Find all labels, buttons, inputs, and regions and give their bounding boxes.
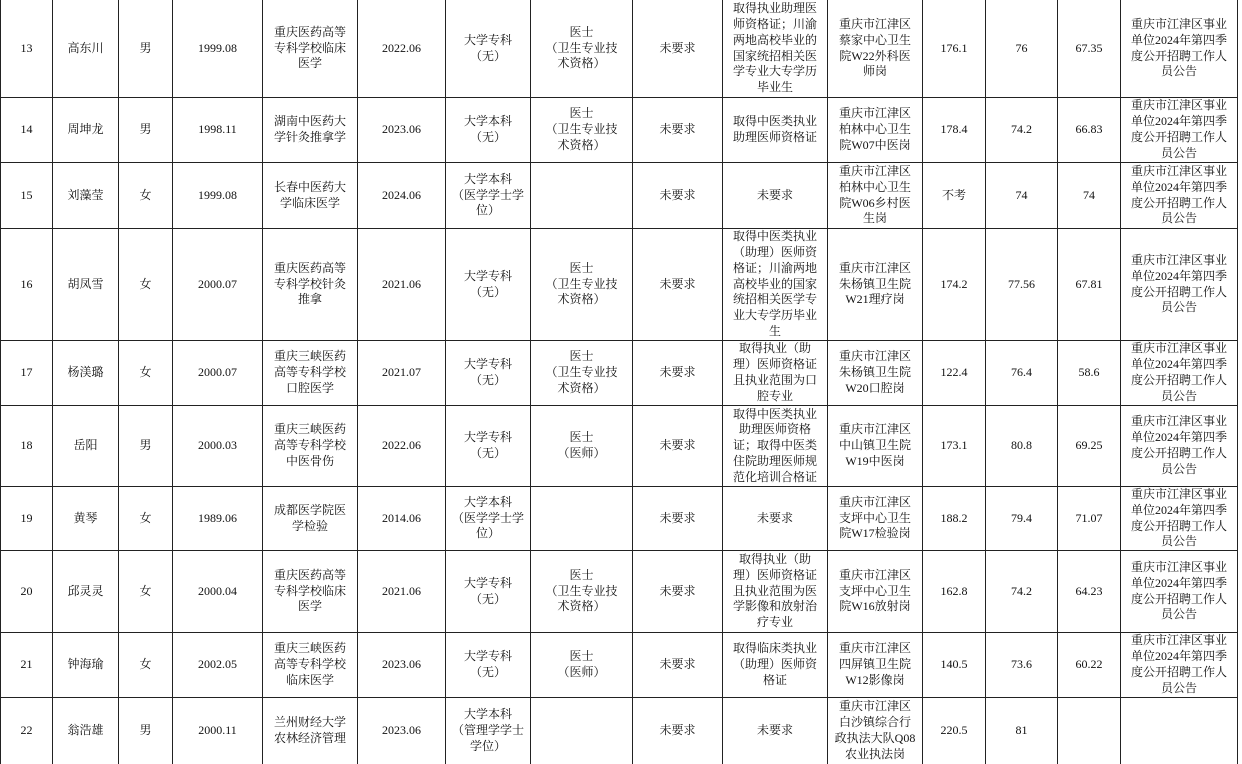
birth-date-cell: 1999.08 <box>173 163 263 229</box>
name-cell: 翁浩雄 <box>53 698 119 764</box>
score-1-cell: 不考 <box>923 163 986 229</box>
row-number-cell: 18 <box>1 406 53 487</box>
row-number-cell: 16 <box>1 229 53 341</box>
name-cell: 周坤龙 <box>53 98 119 163</box>
gender-cell: 男 <box>119 698 173 764</box>
announcement-cell: 重庆市江津区事业单位2024年第四季度公开招聘工作人员公告 <box>1121 487 1238 551</box>
position-cell: 重庆市江津区中山镇卫生院W19中医岗 <box>828 406 923 487</box>
position-cell: 重庆市江津区支坪中心卫生院W16放射岗 <box>828 551 923 633</box>
degree: （无） <box>469 48 506 63</box>
graduation-date-cell: 2023.06 <box>358 633 446 698</box>
degree: （医学学士学位） <box>451 187 524 218</box>
gender-cell: 女 <box>119 229 173 341</box>
announcement-cell <box>1121 698 1238 764</box>
qualification-title: 医士 <box>569 349 594 364</box>
score-1-cell: 220.5 <box>923 698 986 764</box>
row-number-cell: 20 <box>1 551 53 633</box>
score-2-cell: 76.4 <box>986 341 1058 406</box>
other-requirement-cell: 未要求 <box>633 406 723 487</box>
qualification-title: 医士 <box>569 649 594 664</box>
gender-cell: 女 <box>119 341 173 406</box>
gender-cell: 女 <box>119 633 173 698</box>
graduation-date-cell: 2014.06 <box>358 487 446 551</box>
qualification-cell <box>531 551 633 633</box>
birth-date-cell: 2000.07 <box>173 229 263 341</box>
qualification-note: （卫生专业技术资格） <box>545 40 618 71</box>
total-score-cell: 64.23 <box>1058 551 1121 633</box>
score-1-cell: 140.5 <box>923 633 986 698</box>
name-cell: 高东川 <box>53 0 119 98</box>
table-row <box>1 698 1238 764</box>
position-requirement-cell: 取得执业（助理）医师资格证且执业范围为医学影像和放射治疗专业 <box>723 551 828 633</box>
other-requirement-cell: 未要求 <box>633 633 723 698</box>
position-cell: 重庆市江津区朱杨镇卫生院W21理疗岗 <box>828 229 923 341</box>
education-cell <box>446 551 531 633</box>
qualification-cell <box>531 229 633 341</box>
position-requirement-cell: 取得中医类执业助理医师资格证；取得中医类住院助理医师规范化培训合格证 <box>723 406 828 487</box>
birth-date-cell: 2002.05 <box>173 633 263 698</box>
table-row <box>1 98 1238 163</box>
graduation-date-cell: 2021.06 <box>358 551 446 633</box>
position-requirement-cell: 取得临床类执业（助理）医师资格证 <box>723 633 828 698</box>
table-row <box>1 551 1238 633</box>
name-cell: 岳阳 <box>53 406 119 487</box>
birth-date-cell: 1998.11 <box>173 98 263 163</box>
education-cell <box>446 341 531 406</box>
qualification-cell <box>531 633 633 698</box>
education-level: 大学本科 <box>463 707 512 722</box>
education-level: 大学本科 <box>463 114 512 129</box>
score-1-cell: 162.8 <box>923 551 986 633</box>
announcement-cell: 重庆市江津区事业单位2024年第四季度公开招聘工作人员公告 <box>1121 551 1238 633</box>
name-cell: 刘藻莹 <box>53 163 119 229</box>
row-number-cell: 15 <box>1 163 53 229</box>
table-row <box>1 341 1238 406</box>
name-cell: 黄琴 <box>53 487 119 551</box>
table-row <box>1 406 1238 487</box>
birth-date-cell: 1989.06 <box>173 487 263 551</box>
position-requirement-cell: 取得中医类执业助理医师资格证 <box>723 98 828 163</box>
total-score-cell: 69.25 <box>1058 406 1121 487</box>
gender-cell: 男 <box>119 406 173 487</box>
qualification-note: （医师） <box>557 446 606 460</box>
score-1-cell: 174.2 <box>923 229 986 341</box>
gender-cell: 男 <box>119 0 173 98</box>
score-1-cell: 176.1 <box>923 0 986 98</box>
birth-date-cell: 2000.07 <box>173 341 263 406</box>
total-score-cell: 66.83 <box>1058 98 1121 163</box>
row-number-cell: 13 <box>1 0 53 98</box>
degree: （医学学士学位） <box>451 510 524 541</box>
other-requirement-cell: 未要求 <box>633 163 723 229</box>
school-major-cell: 兰州财经大学农林经济管理 <box>263 698 358 764</box>
degree: （无） <box>469 373 506 387</box>
position-cell: 重庆市江津区蔡家中心卫生院W22外科医师岗 <box>828 0 923 98</box>
score-2-cell: 73.6 <box>986 633 1058 698</box>
qualification-title: 医士 <box>569 24 594 39</box>
school-major-cell: 重庆医药高等专科学校针灸推拿 <box>263 229 358 341</box>
total-score-cell: 60.22 <box>1058 633 1121 698</box>
graduation-date-cell: 2024.06 <box>358 163 446 229</box>
qualification-cell <box>531 406 633 487</box>
total-score-cell <box>1058 698 1121 764</box>
row-number-cell: 22 <box>1 698 53 764</box>
position-cell: 重庆市江津区柏林中心卫生院W06乡村医生岗 <box>828 163 923 229</box>
birth-date-cell: 2000.11 <box>173 698 263 764</box>
position-requirement-cell: 未要求 <box>723 698 828 764</box>
education-cell <box>446 163 531 229</box>
announcement-cell: 重庆市江津区事业单位2024年第四季度公开招聘工作人员公告 <box>1121 163 1238 229</box>
table-row <box>1 229 1238 341</box>
school-major-cell: 湖南中医药大学针灸推拿学 <box>263 98 358 163</box>
graduation-date-cell: 2023.06 <box>358 698 446 764</box>
row-number-cell: 17 <box>1 341 53 406</box>
announcement-cell: 重庆市江津区事业单位2024年第四季度公开招聘工作人员公告 <box>1121 98 1238 163</box>
other-requirement-cell: 未要求 <box>633 551 723 633</box>
row-number-cell: 19 <box>1 487 53 551</box>
other-requirement-cell: 未要求 <box>633 487 723 551</box>
other-requirement-cell: 未要求 <box>633 0 723 98</box>
education-cell <box>446 633 531 698</box>
qualification-title: 医士 <box>569 430 594 445</box>
score-2-cell: 74.2 <box>986 551 1058 633</box>
degree: （无） <box>469 130 506 144</box>
name-cell: 杨渼璐 <box>53 341 119 406</box>
education-level: 大学本科 <box>463 171 512 186</box>
other-requirement-cell: 未要求 <box>633 698 723 764</box>
announcement-cell: 重庆市江津区事业单位2024年第四季度公开招聘工作人员公告 <box>1121 0 1238 98</box>
name-cell: 邱灵灵 <box>53 551 119 633</box>
position-cell: 重庆市江津区朱杨镇卫生院W20口腔岗 <box>828 341 923 406</box>
score-1-cell: 122.4 <box>923 341 986 406</box>
qualification-cell <box>531 341 633 406</box>
graduation-date-cell: 2022.06 <box>358 406 446 487</box>
name-cell: 钟海瑜 <box>53 633 119 698</box>
education-cell <box>446 406 531 487</box>
announcement-cell: 重庆市江津区事业单位2024年第四季度公开招聘工作人员公告 <box>1121 341 1238 406</box>
score-2-cell: 80.8 <box>986 406 1058 487</box>
education-cell <box>446 98 531 163</box>
qualification-cell <box>531 487 633 551</box>
gender-cell: 女 <box>119 487 173 551</box>
qualification-note: （医师） <box>557 665 606 679</box>
school-major-cell: 重庆三峡医药高等专科学校中医骨伤 <box>263 406 358 487</box>
announcement-cell: 重庆市江津区事业单位2024年第四季度公开招聘工作人员公告 <box>1121 633 1238 698</box>
birth-date-cell: 2000.04 <box>173 551 263 633</box>
qualification-cell <box>531 0 633 98</box>
position-requirement-cell: 未要求 <box>723 163 828 229</box>
total-score-cell: 67.35 <box>1058 0 1121 98</box>
announcement-cell: 重庆市江津区事业单位2024年第四季度公开招聘工作人员公告 <box>1121 406 1238 487</box>
qualification-note: （卫生专业技术资格） <box>545 276 618 307</box>
degree: （管理学学士学位） <box>451 723 524 753</box>
qualification-note: （卫生专业技术资格） <box>545 122 618 152</box>
score-2-cell: 81 <box>986 698 1058 764</box>
birth-date-cell: 2000.03 <box>173 406 263 487</box>
row-number-cell: 21 <box>1 633 53 698</box>
qualification-title: 医士 <box>569 106 594 121</box>
birth-date-cell: 1999.08 <box>173 0 263 98</box>
education-cell <box>446 229 531 341</box>
qualification-cell <box>531 98 633 163</box>
education-cell <box>446 0 531 98</box>
table-row <box>1 633 1238 698</box>
qualification-note: （卫生专业技术资格） <box>545 365 618 395</box>
degree: （无） <box>469 591 506 606</box>
total-score-cell: 74 <box>1058 163 1121 229</box>
table-row <box>1 487 1238 551</box>
table-row <box>1 0 1238 98</box>
total-score-cell: 67.81 <box>1058 229 1121 341</box>
degree: （无） <box>469 446 506 460</box>
school-major-cell: 重庆三峡医药高等专科学校口腔医学 <box>263 341 358 406</box>
school-major-cell: 重庆医药高等专科学校临床医学 <box>263 551 358 633</box>
education-level: 大学本科 <box>463 494 512 509</box>
announcement-cell: 重庆市江津区事业单位2024年第四季度公开招聘工作人员公告 <box>1121 229 1238 341</box>
other-requirement-cell: 未要求 <box>633 98 723 163</box>
graduation-date-cell: 2021.06 <box>358 229 446 341</box>
education-cell <box>446 698 531 764</box>
position-cell: 重庆市江津区支坪中心卫生院W17检验岗 <box>828 487 923 551</box>
qualification-title: 医士 <box>569 567 594 582</box>
school-major-cell: 长春中医药大学临床医学 <box>263 163 358 229</box>
degree: （无） <box>469 284 506 299</box>
table-row <box>1 163 1238 229</box>
position-requirement-cell: 取得执业（助理）医师资格证且执业范围为口腔专业 <box>723 341 828 406</box>
name-cell: 胡凤雪 <box>53 229 119 341</box>
qualification-cell <box>531 163 633 229</box>
score-2-cell: 74 <box>986 163 1058 229</box>
position-requirement-cell: 取得中医类执业（助理）医师资格证；川渝两地高校毕业的国家统招相关医学专业大专学历毕业生 <box>723 229 828 341</box>
row-number-cell: 14 <box>1 98 53 163</box>
qualification-title: 医士 <box>569 260 594 275</box>
school-major-cell: 成都医学院医学检验 <box>263 487 358 551</box>
gender-cell: 男 <box>119 98 173 163</box>
education-level: 大学专科 <box>463 32 512 47</box>
education-level: 大学专科 <box>463 268 512 283</box>
score-2-cell: 74.2 <box>986 98 1058 163</box>
position-cell: 重庆市江津区四屏镇卫生院W12影像岗 <box>828 633 923 698</box>
degree: （无） <box>469 665 506 679</box>
position-requirement-cell: 未要求 <box>723 487 828 551</box>
score-2-cell: 77.56 <box>986 229 1058 341</box>
score-1-cell: 173.1 <box>923 406 986 487</box>
score-2-cell: 79.4 <box>986 487 1058 551</box>
school-major-cell: 重庆医药高等专科学校临床医学 <box>263 0 358 98</box>
graduation-date-cell: 2023.06 <box>358 98 446 163</box>
position-cell: 重庆市江津区柏林中心卫生院W07中医岗 <box>828 98 923 163</box>
education-level: 大学专科 <box>463 575 512 590</box>
gender-cell: 女 <box>119 163 173 229</box>
other-requirement-cell: 未要求 <box>633 341 723 406</box>
position-cell: 重庆市江津区白沙镇综合行政执法大队Q08农业执法岗 <box>828 698 923 764</box>
gender-cell: 女 <box>119 551 173 633</box>
position-requirement-cell: 取得执业助理医师资格证；川渝两地高校毕业的国家统招相关医学专业大专学历毕业生 <box>723 0 828 98</box>
education-cell <box>446 487 531 551</box>
score-1-cell: 178.4 <box>923 98 986 163</box>
graduation-date-cell: 2021.07 <box>358 341 446 406</box>
other-requirement-cell: 未要求 <box>633 229 723 341</box>
total-score-cell: 71.07 <box>1058 487 1121 551</box>
total-score-cell: 58.6 <box>1058 341 1121 406</box>
qualification-cell <box>531 698 633 764</box>
qualification-note: （卫生专业技术资格） <box>545 583 618 614</box>
school-major-cell: 重庆三峡医药高等专科学校临床医学 <box>263 633 358 698</box>
education-level: 大学专科 <box>463 649 512 664</box>
score-1-cell: 188.2 <box>923 487 986 551</box>
graduation-date-cell: 2022.06 <box>358 0 446 98</box>
score-2-cell: 76 <box>986 0 1058 98</box>
education-level: 大学专科 <box>463 357 512 372</box>
education-level: 大学专科 <box>463 430 512 445</box>
